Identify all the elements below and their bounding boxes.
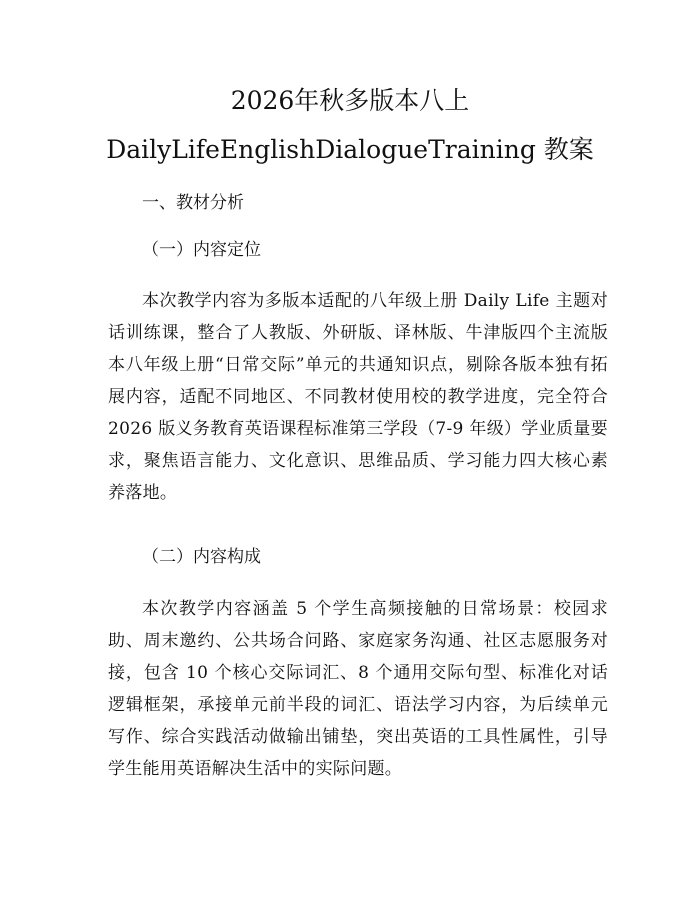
section-heading-textbook-analysis: 一、教材分析 bbox=[142, 193, 244, 213]
paragraph-content-positioning: 本次教学内容为多版本适配的八年级上册 Daily Life 主题对话训练课，整合了人教版、外研版、译林版、牛津版四个主流版本八年级上册“日常交际”单元的共通知识点，剔除各版本独有拓展内容，适配不同地区、不同教材使用校的教学进度，完全符合 2026 版义务教育英语课程标准第三学段（7-9 年级）学业质量要求，聚焦语言能力、文化意识、思维品质、学习能力四大核心素养落地。 bbox=[108, 291, 608, 503]
document-title-line-1: 2026年秋多版本八上 bbox=[230, 86, 470, 115]
document-title-line-2: DailyLifeEnglishDialogueTraining 教案 bbox=[106, 135, 594, 164]
paragraph-content-composition: 本次教学内容涵盖 5 个学生高频接触的日常场景：校园求助、周末邀约、公共场合问路、家庭家务沟通、社区志愿服务对接，包含 10 个核心交际词汇、8 个通用交际句型、标准化对话逻辑框架，承接单元前半段的词汇、语法学习内容，为后续单元写作、综合实践活动做输出铺垫，突出英语的工具性属性，引导学生能用英语解决生活中的实际问题。 bbox=[108, 599, 608, 779]
subsection-heading-content-composition: （二）内容构成 bbox=[142, 547, 261, 567]
subsection-heading-content-positioning: （一）内容定位 bbox=[142, 240, 261, 260]
